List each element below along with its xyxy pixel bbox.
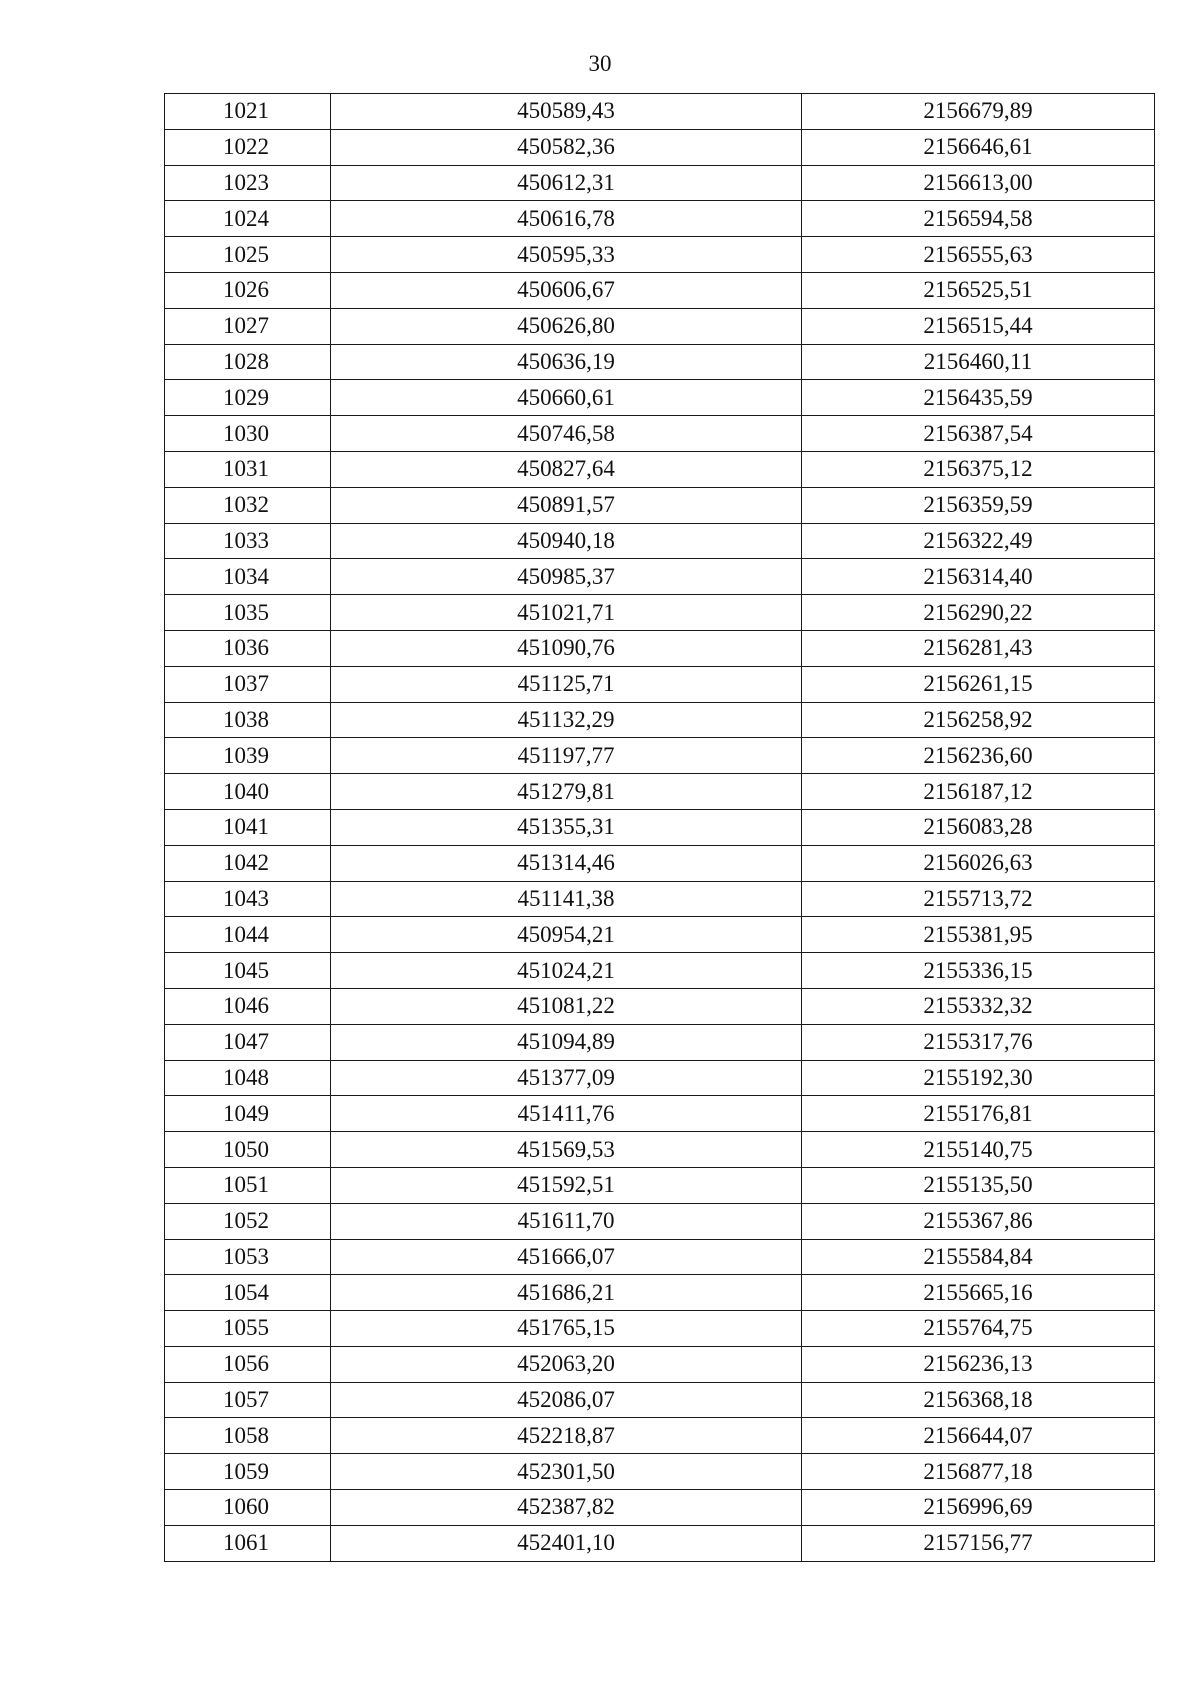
- y-coordinate-cell: 2155332,32: [802, 988, 1155, 1024]
- point-number-cell: 1022: [165, 129, 331, 165]
- table-row: [165, 165, 1155, 201]
- x-coordinate-cell: 450746,58: [331, 416, 802, 452]
- y-coordinate-cell: 2155176,81: [802, 1096, 1155, 1132]
- y-coordinate-cell: 2155135,50: [802, 1167, 1155, 1203]
- x-coordinate-cell: 451090,76: [331, 630, 802, 666]
- point-number-cell: 1032: [165, 487, 331, 523]
- y-coordinate-cell: 2155192,30: [802, 1060, 1155, 1096]
- x-coordinate-cell: 450582,36: [331, 129, 802, 165]
- x-coordinate-cell: 450636,19: [331, 344, 802, 380]
- x-coordinate-cell: 452301,50: [331, 1454, 802, 1490]
- page-number: 30: [588, 51, 612, 76]
- point-number-cell: 1051: [165, 1167, 331, 1203]
- x-coordinate-cell: 450940,18: [331, 523, 802, 559]
- table-row: [165, 1239, 1155, 1275]
- table-row: [165, 845, 1155, 881]
- table-row: [165, 487, 1155, 523]
- x-coordinate-cell: 452218,87: [331, 1418, 802, 1454]
- y-coordinate-cell: 2155713,72: [802, 881, 1155, 917]
- x-coordinate-cell: 450595,33: [331, 237, 802, 273]
- y-coordinate-cell: 2157156,77: [802, 1525, 1155, 1561]
- table-row: [165, 702, 1155, 738]
- y-coordinate-cell: 2156644,07: [802, 1418, 1155, 1454]
- table-row: [165, 1024, 1155, 1060]
- table-row: [165, 94, 1155, 130]
- point-number-cell: 1031: [165, 451, 331, 487]
- y-coordinate-cell: 2155665,16: [802, 1275, 1155, 1311]
- point-number-cell: 1054: [165, 1275, 331, 1311]
- x-coordinate-cell: 451666,07: [331, 1239, 802, 1275]
- y-coordinate-cell: 2156515,44: [802, 308, 1155, 344]
- point-number-cell: 1026: [165, 272, 331, 308]
- point-number-cell: 1034: [165, 559, 331, 595]
- point-number-cell: 1061: [165, 1525, 331, 1561]
- table-row: [165, 308, 1155, 344]
- x-coordinate-cell: 450827,64: [331, 451, 802, 487]
- y-coordinate-cell: 2156679,89: [802, 94, 1155, 130]
- y-coordinate-cell: 2156646,61: [802, 129, 1155, 165]
- table-row: [165, 1167, 1155, 1203]
- x-coordinate-cell: 451094,89: [331, 1024, 802, 1060]
- x-coordinate-cell: 450985,37: [331, 559, 802, 595]
- y-coordinate-cell: 2156435,59: [802, 380, 1155, 416]
- point-number-cell: 1041: [165, 809, 331, 845]
- x-coordinate-cell: 450660,61: [331, 380, 802, 416]
- point-number-cell: 1039: [165, 738, 331, 774]
- y-coordinate-cell: 2156314,40: [802, 559, 1155, 595]
- y-coordinate-cell: 2156322,49: [802, 523, 1155, 559]
- table-row: [165, 1454, 1155, 1490]
- point-number-cell: 1040: [165, 774, 331, 810]
- point-number-cell: 1045: [165, 953, 331, 989]
- point-number-cell: 1030: [165, 416, 331, 452]
- table-row: [165, 666, 1155, 702]
- x-coordinate-cell: 451611,70: [331, 1203, 802, 1239]
- y-coordinate-cell: 2156261,15: [802, 666, 1155, 702]
- x-coordinate-cell: 451377,09: [331, 1060, 802, 1096]
- point-number-cell: 1037: [165, 666, 331, 702]
- point-number-cell: 1060: [165, 1490, 331, 1526]
- table-row: [165, 237, 1155, 273]
- point-number-cell: 1047: [165, 1024, 331, 1060]
- y-coordinate-cell: 2156258,92: [802, 702, 1155, 738]
- x-coordinate-cell: 451569,53: [331, 1132, 802, 1168]
- table-row: [165, 1311, 1155, 1347]
- point-number-cell: 1035: [165, 595, 331, 631]
- table-row: [165, 630, 1155, 666]
- x-coordinate-cell: 451197,77: [331, 738, 802, 774]
- x-coordinate-cell: 450612,31: [331, 165, 802, 201]
- point-number-cell: 1024: [165, 201, 331, 237]
- x-coordinate-cell: 450626,80: [331, 308, 802, 344]
- table-row: [165, 344, 1155, 380]
- point-number-cell: 1042: [165, 845, 331, 881]
- point-number-cell: 1059: [165, 1454, 331, 1490]
- table-row: [165, 1346, 1155, 1382]
- table-row: [165, 416, 1155, 452]
- x-coordinate-cell: 451314,46: [331, 845, 802, 881]
- y-coordinate-cell: 2156290,22: [802, 595, 1155, 631]
- x-coordinate-cell: 451686,21: [331, 1275, 802, 1311]
- y-coordinate-cell: 2156236,13: [802, 1346, 1155, 1382]
- coordinates-table-body: [165, 94, 1155, 1562]
- x-coordinate-cell: 450589,43: [331, 94, 802, 130]
- x-coordinate-cell: 452086,07: [331, 1382, 802, 1418]
- table-row: [165, 774, 1155, 810]
- table-row: [165, 1203, 1155, 1239]
- y-coordinate-cell: 2155764,75: [802, 1311, 1155, 1347]
- table-row: [165, 1275, 1155, 1311]
- y-coordinate-cell: 2156594,58: [802, 201, 1155, 237]
- x-coordinate-cell: 451132,29: [331, 702, 802, 738]
- table-row: [165, 917, 1155, 953]
- y-coordinate-cell: 2156368,18: [802, 1382, 1155, 1418]
- point-number-cell: 1044: [165, 917, 331, 953]
- table-row: [165, 451, 1155, 487]
- point-number-cell: 1021: [165, 94, 331, 130]
- table-row: [165, 1418, 1155, 1454]
- table-row: [165, 1132, 1155, 1168]
- y-coordinate-cell: 2156996,69: [802, 1490, 1155, 1526]
- y-coordinate-cell: 2155584,84: [802, 1239, 1155, 1275]
- table-row: [165, 1525, 1155, 1561]
- y-coordinate-cell: 2155317,76: [802, 1024, 1155, 1060]
- table-row: [165, 1060, 1155, 1096]
- point-number-cell: 1046: [165, 988, 331, 1024]
- point-number-cell: 1033: [165, 523, 331, 559]
- table-row: [165, 953, 1155, 989]
- x-coordinate-cell: 451081,22: [331, 988, 802, 1024]
- point-number-cell: 1048: [165, 1060, 331, 1096]
- table-row: [165, 881, 1155, 917]
- y-coordinate-cell: 2156026,63: [802, 845, 1155, 881]
- point-number-cell: 1057: [165, 1382, 331, 1418]
- y-coordinate-cell: 2156525,51: [802, 272, 1155, 308]
- y-coordinate-cell: 2155140,75: [802, 1132, 1155, 1168]
- table-row: [165, 1490, 1155, 1526]
- x-coordinate-cell: 452063,20: [331, 1346, 802, 1382]
- y-coordinate-cell: 2156236,60: [802, 738, 1155, 774]
- x-coordinate-cell: 451279,81: [331, 774, 802, 810]
- x-coordinate-cell: 450616,78: [331, 201, 802, 237]
- x-coordinate-cell: 451355,31: [331, 809, 802, 845]
- point-number-cell: 1029: [165, 380, 331, 416]
- y-coordinate-cell: 2155336,15: [802, 953, 1155, 989]
- table-row: [165, 809, 1155, 845]
- table-row: [165, 201, 1155, 237]
- x-coordinate-cell: 450954,21: [331, 917, 802, 953]
- point-number-cell: 1058: [165, 1418, 331, 1454]
- point-number-cell: 1043: [165, 881, 331, 917]
- table-row: [165, 129, 1155, 165]
- point-number-cell: 1052: [165, 1203, 331, 1239]
- table-row: [165, 1096, 1155, 1132]
- point-number-cell: 1028: [165, 344, 331, 380]
- x-coordinate-cell: 452401,10: [331, 1525, 802, 1561]
- coordinates-table: [164, 93, 1155, 1562]
- y-coordinate-cell: 2156387,54: [802, 416, 1155, 452]
- table-row: [165, 595, 1155, 631]
- table-row: [165, 559, 1155, 595]
- x-coordinate-cell: 451125,71: [331, 666, 802, 702]
- y-coordinate-cell: 2155367,86: [802, 1203, 1155, 1239]
- point-number-cell: 1053: [165, 1239, 331, 1275]
- y-coordinate-cell: 2156555,63: [802, 237, 1155, 273]
- y-coordinate-cell: 2156083,28: [802, 809, 1155, 845]
- point-number-cell: 1050: [165, 1132, 331, 1168]
- x-coordinate-cell: 451024,21: [331, 953, 802, 989]
- x-coordinate-cell: 451411,76: [331, 1096, 802, 1132]
- x-coordinate-cell: 451021,71: [331, 595, 802, 631]
- x-coordinate-cell: 451141,38: [331, 881, 802, 917]
- point-number-cell: 1056: [165, 1346, 331, 1382]
- y-coordinate-cell: 2156187,12: [802, 774, 1155, 810]
- point-number-cell: 1036: [165, 630, 331, 666]
- table-row: [165, 738, 1155, 774]
- y-coordinate-cell: 2156877,18: [802, 1454, 1155, 1490]
- y-coordinate-cell: 2156613,00: [802, 165, 1155, 201]
- y-coordinate-cell: 2156281,43: [802, 630, 1155, 666]
- table-row: [165, 523, 1155, 559]
- y-coordinate-cell: 2156375,12: [802, 451, 1155, 487]
- x-coordinate-cell: 451765,15: [331, 1311, 802, 1347]
- table-row: [165, 272, 1155, 308]
- x-coordinate-cell: 452387,82: [331, 1490, 802, 1526]
- point-number-cell: 1055: [165, 1311, 331, 1347]
- y-coordinate-cell: 2156460,11: [802, 344, 1155, 380]
- x-coordinate-cell: 450606,67: [331, 272, 802, 308]
- table-row: [165, 1382, 1155, 1418]
- x-coordinate-cell: 451592,51: [331, 1167, 802, 1203]
- point-number-cell: 1023: [165, 165, 331, 201]
- x-coordinate-cell: 450891,57: [331, 487, 802, 523]
- y-coordinate-cell: 2156359,59: [802, 487, 1155, 523]
- point-number-cell: 1049: [165, 1096, 331, 1132]
- table-row: [165, 380, 1155, 416]
- point-number-cell: 1025: [165, 237, 331, 273]
- table-row: [165, 988, 1155, 1024]
- point-number-cell: 1027: [165, 308, 331, 344]
- point-number-cell: 1038: [165, 702, 331, 738]
- y-coordinate-cell: 2155381,95: [802, 917, 1155, 953]
